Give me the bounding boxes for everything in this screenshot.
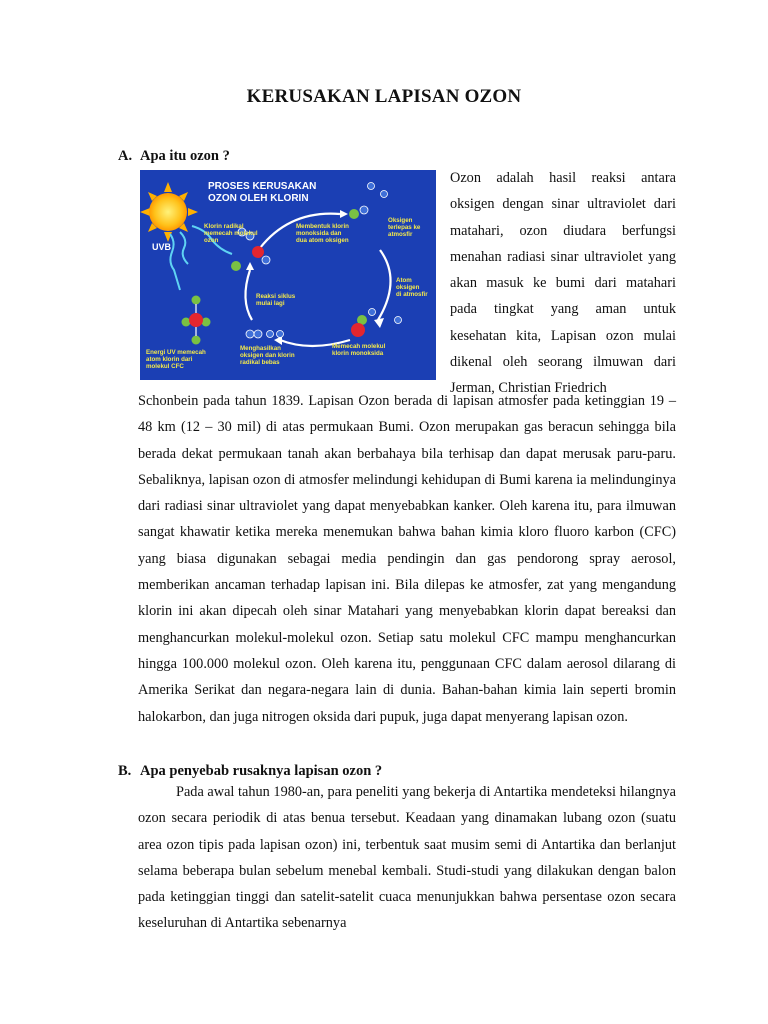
label-reaksi-siklus-2: mulai lagi [256, 300, 285, 307]
section-b-letter: B. [118, 763, 132, 779]
section-a-intro-text: Ozon adalah hasil reaksi antara oksigen dengan sinar ultraviolet dari matahari, ozon diudara berfungsi menahan radiasi sinar ultraviolet yang akan masuk ke bumi dari matahari pada tingkat yang aman untuk kesehatan kita, Lapisan ozon mulai dikenal oleh seorang ilmuwan dari Jerman, Christian Friedrich [450, 170, 676, 397]
section-b-heading-text: Apa penyebab rusaknya lapisan ozon ? [140, 763, 383, 779]
label-memecah-molekul-1: Memecah molekul [332, 343, 386, 350]
section-a-continued-text: Schonbein pada tahun 1839. Lapisan Ozon berada di lapisan atmosfer pada ketinggian 19 – 48 km (12 – 30 mil) di atas permukaan Bumi. Ozon merupakan gas beracun sehingga bila berada dekat permukaan tanah akan berbahaya bila terhisap dan dapat merusak paru-paru. Sebaliknya, lapisan ozon di atmosfer melindungi kehidupan di Bumi karena ia melindunginya dari radiasi sinar ultraviolet yang dapat menyebabkan kanker. Oleh karena itu, para ilmuwan sangat khawatir ketika mereka menemukan bahwa bahan kimia kloro fluoro karbon (CFC) yang biasa digunakan sebagai media pendingin dan gas pendorong spray aerosol, memberikan ancaman terhadap lapisan ini. Bila dilepas ke atmosfer, zat yang mengandung klorin ini akan dipecah oleh sinar Matahari yang menyebabkan klorin dapat bereaksi dan menghancurkan molekul-molekul ozon. Setiap satu molekul CFC mampu menghancurkan hingga 100.000 molekul ozon. Oleh karena itu, penggunaan CFC dalam aerosol dilarang di Amerika Serikat dan negara-negara lain di dunia. Bahan-bahan kimia lain seperti bromin halokarbon, dan juga nitrogen oksida dari pupuk, juga dapat menyerang lapisan ozon. [138, 393, 676, 725]
label-atom-oksigen-1: Atom [396, 277, 412, 284]
label-memecah-molekul-2: klorin monoksida [332, 350, 384, 357]
label-membentuk-3: dua atom oksigen [296, 237, 349, 244]
label-membentuk-2: monoksida dan [296, 230, 342, 237]
label-membentuk-1: Membentuk klorin [296, 223, 349, 230]
label-oksigen-terlepas-2: terlepas ke [388, 224, 421, 231]
diagram-title-line2: OZON OLEH KLORIN [208, 193, 309, 204]
label-menghasilkan-2: oksigen dan klorin [240, 352, 295, 359]
label-klorin-radikal-2: memecah molekul [204, 230, 258, 237]
section-a-heading [118, 148, 230, 165]
page-title: KERUSAKAN LAPISAN OZON [246, 86, 522, 107]
label-energi-uv-1: Energi UV memecah [146, 349, 206, 356]
label-klorin-radikal-3: ozon [204, 237, 219, 244]
label-atom-oksigen-3: di atmosfir [396, 291, 428, 298]
ozone-depletion-diagram [140, 170, 436, 380]
section-b-heading [118, 763, 382, 780]
label-oksigen-terlepas-3: atmosfir [388, 231, 413, 238]
diagram-svg [140, 170, 436, 380]
section-b-text: Pada awal tahun 1980-an, para peneliti yang bekerja di Antartika mendeteksi hilangnya ozon secara periodik di atas benua tersebut. Keadaan yang dinamakan lubang ozon (suatu area ozon tipis pada lapisan ozon) ini, terbentuk saat musim semi di Antartika dan berlanjut selama beberapa bulan sebelum menebal kembali. Studi-studi yang dilakukan dengan balon pada ketinggian tinggi dan satelit-satelit cuaca menunjukkan bahwa persentase ozon secara keseluruhan di Antartika sebenarnya [138, 784, 676, 932]
label-menghasilkan-3: radikal bebas [240, 359, 280, 366]
diagram-title-line1: PROSES KERUSAKAN [208, 181, 317, 192]
section-a-letter: A. [118, 148, 133, 164]
uvb-label: UVB [152, 242, 172, 252]
label-energi-uv-3: molekul CFC [146, 363, 184, 370]
label-klorin-radikal-1: Klorin radikal [204, 223, 244, 230]
label-atom-oksigen-2: oksigen [396, 284, 420, 291]
label-oksigen-terlepas-1: Oksigen [388, 217, 413, 224]
label-energi-uv-2: atom klorin dari [146, 356, 193, 363]
label-reaksi-siklus-1: Reaksi siklus [256, 293, 296, 300]
label-menghasilkan-1: Menghasilkan [240, 345, 281, 352]
section-a-heading-text: Apa itu ozon ? [140, 148, 230, 164]
